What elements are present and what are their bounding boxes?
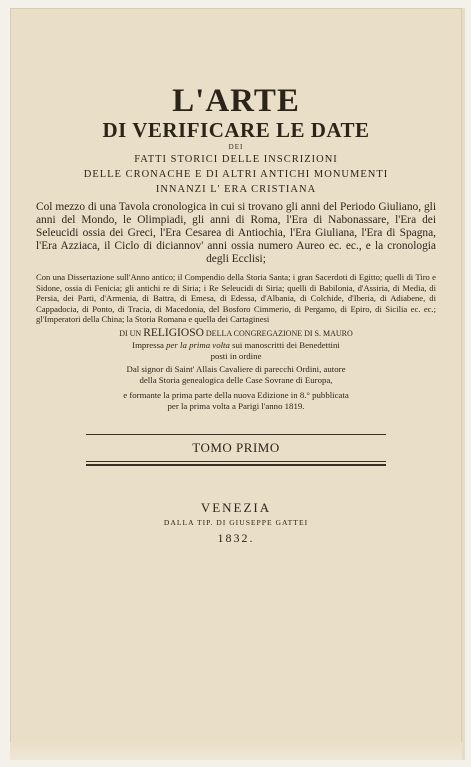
imprint-city: VENEZIA xyxy=(200,499,272,515)
imprint-printer: DALLA TIP. DI GIUSEPPE GATTEI xyxy=(163,517,309,527)
author-religioso: RELIGIOSO xyxy=(143,326,204,339)
imprint-year: 1832. xyxy=(217,530,255,545)
author-di-un: DI UN xyxy=(119,328,142,338)
edition-line-5: e formante la prima parte della nuova Edizione in 8.° pubblicata xyxy=(123,389,349,400)
subtitle-1: FATTI STORICI DELLE INSCRIZIONI xyxy=(134,154,338,165)
title-dei: DEI xyxy=(228,143,244,151)
edition-line-6: per la prima volta a Parigi l'anno 1819. xyxy=(167,400,305,411)
divider-bottom xyxy=(86,461,386,462)
edition-manoscritti: sui manoscritti dei Benedettini xyxy=(232,339,340,350)
edition-prima-volta: per la prima volta xyxy=(166,339,230,350)
edition-line-2: posti in ordine xyxy=(210,350,262,361)
description-paragraph: Col mezzo di una Tavola cronologica in cui si trovano gli anni del Periodo Giuliano, gli anni del Mondo, le Olimpiadi, gli anni di Roma, l'Era di Nabonassare, l'Era dei Seleucidi ossia dei Greci, l'Era Cesarea di Antiochia, l'Era Giuliana, l'Era di Spagna, l'Era Azziaca, il Ciclo di diciannov' anni ossia numero Aureo ec. ec., e la cronologia degli Ecclisi; xyxy=(36,201,436,265)
title-line-1: L'ARTE xyxy=(172,83,300,119)
volume-label: TOMO PRIMO xyxy=(192,439,280,455)
subtitle-2: DELLE CRONACHE E DI ALTRI ANTICHI MONUMENTI xyxy=(83,169,389,180)
book-page xyxy=(10,8,465,760)
edition-line-1 xyxy=(36,340,436,351)
edition-impressa: Impressa xyxy=(132,339,164,350)
title-line-2: DI VERIFICARE LE DATE xyxy=(102,118,370,142)
divider-bottom-thick xyxy=(86,464,386,466)
subtitle-3: INNANZI L' ERA CRISTIANA xyxy=(155,184,317,195)
author-line xyxy=(36,327,436,340)
edition-line-4: della Storia genealogica delle Case Sovrane di Europa, xyxy=(139,374,333,385)
dissertation-paragraph: Con una Dissertazione sull'Anno antico; il Compendio della Storia Santa; i gran Sacerdoti di Egitto; quelli di Tiro e Sidone, ossia di Fenicia; gli antichi re di Siria; i Re Seleucidi di Siria; quelli di Babilonia, d'Assiria, di Media, di Persia, dei Parti, d'Armenia, di Battra, di Emesa, di Edessa, d'Albania, di Colchide, d'Iberia, di Adiabene, di Cappadocia, di Ponto, di Tracia, di Macedonia, del Bosforo Cimmerio, di Pergamo, di Epiro, di Sicilia ec. ec.; gl'Imperatori della China; la Storia Romana e quella dei Cartaginesi xyxy=(36,272,436,325)
author-congregazione: DELLA CONGREGAZIONE DI S. MAURO xyxy=(205,328,353,338)
edition-line-3: Dal signor di Saint' Allais Cavaliere di parecchi Ordini, autore xyxy=(126,363,346,374)
title-page-content xyxy=(36,78,436,546)
volume-box xyxy=(86,434,386,466)
